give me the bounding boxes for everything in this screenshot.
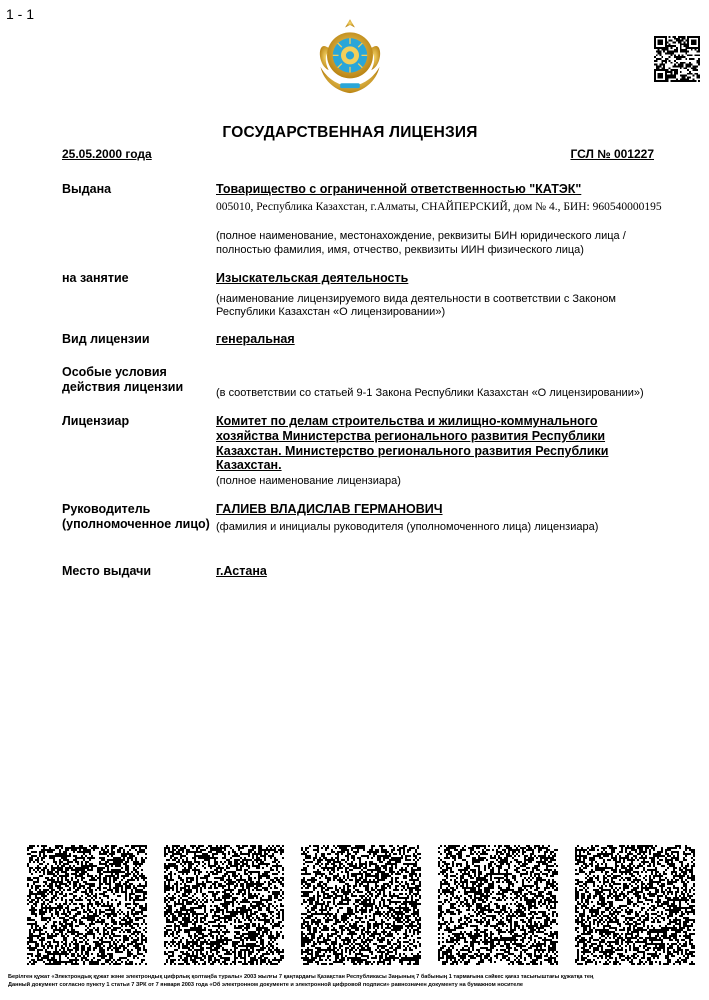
issued-to-label: Выдана <box>62 182 112 196</box>
activity-value: Изыскательская деятельность <box>216 271 409 285</box>
head-note: (фамилия и инициалы руководителя (уполномоченного лица) лицензиара) <box>216 521 599 533</box>
qr-code-icon <box>654 36 700 82</box>
activity-note-line1: (наименование лицензируемого вида деятельности в соответствии с Законом <box>216 293 616 305</box>
barcode-4-icon <box>438 845 558 965</box>
barcode-3-icon <box>301 845 421 965</box>
special-conditions-note: (в соответствии со статьей 9-1 Закона Республики Казахстан «О лицензировании») <box>216 387 644 399</box>
licensor-value-line4: Казахстан. <box>216 458 282 472</box>
special-conditions-label-line2: действия лицензии <box>62 380 184 394</box>
head-label-line1: Руководитель <box>62 502 151 516</box>
licensor-note: (полное наименование лицензиара) <box>216 475 401 487</box>
licensee-name: Товарищество с ограниченной ответственностью "КАТЭК" <box>216 182 582 196</box>
barcode-1-icon <box>27 845 147 965</box>
special-conditions-label-line1: Особые условия <box>62 365 167 379</box>
footer-legal-text <box>8 973 703 989</box>
barcode-2-icon <box>164 845 284 965</box>
head-name: ГАЛИЕВ ВЛАДИСЛАВ ГЕРМАНОВИЧ <box>216 502 443 516</box>
licensor-value-line1: Комитет по делам строительства и жилищно-коммунального <box>216 414 598 428</box>
licensor-value-line2: хозяйства Министерства регионального развития Республики <box>216 429 606 443</box>
activity-note-line2: Республики Казахстан «О лицензировании») <box>216 306 446 318</box>
page-number: 1 - 1 <box>6 6 35 22</box>
state-emblem-icon <box>309 16 391 98</box>
issue-date: 25.05.2000 года <box>62 147 152 161</box>
licensor-label: Лицензиар <box>62 414 130 428</box>
licensee-address: 005010, Республика Казахстан, г.Алматы, СНАЙПЕРСКИЙ, дом № 4., БИН: 960540000195 <box>216 201 662 213</box>
head-label-line2: (уполномоченное лицо) <box>62 517 210 531</box>
licensee-note-line2: полностью фамилия, имя, отчество, реквизиты ИИН физического лица) <box>216 244 584 256</box>
licensor-value-line3: Казахстан. Министерство регионального развития Республики <box>216 444 609 458</box>
barcode-5-icon <box>575 845 695 965</box>
license-number: ГСЛ № 001227 <box>570 147 654 161</box>
activity-label: на занятие <box>62 271 129 285</box>
license-type-label: Вид лицензии <box>62 332 150 346</box>
place-label: Место выдачи <box>62 564 152 578</box>
footer-line-1: Берілген құжат «Электрондық құжат және электрондық цифрлық қолтаңба туралы» 2003 жылғы 7 қаңтардағы Қазақстан Республикасы Заңының 7 бабының 1 тармағына сәйкес қағаз тасығыштағы құжатқа тең <box>8 974 594 980</box>
document-title: ГОСУДАРСТВЕННАЯ ЛИЦЕНЗИЯ <box>222 124 478 141</box>
license-type-value: генеральная <box>216 332 295 346</box>
licensee-note-line1: (полное наименование, местонахождение, реквизиты БИН юридического лица / <box>216 230 626 242</box>
place-value: г.Астана <box>216 564 267 578</box>
footer-line-2: Данный документ согласно пункту 1 статьи 7 ЗРК от 7 января 2003 года «Об электронном документе и электронной цифровой подписи» равнозначен документу на бумажном носителе <box>8 982 523 988</box>
